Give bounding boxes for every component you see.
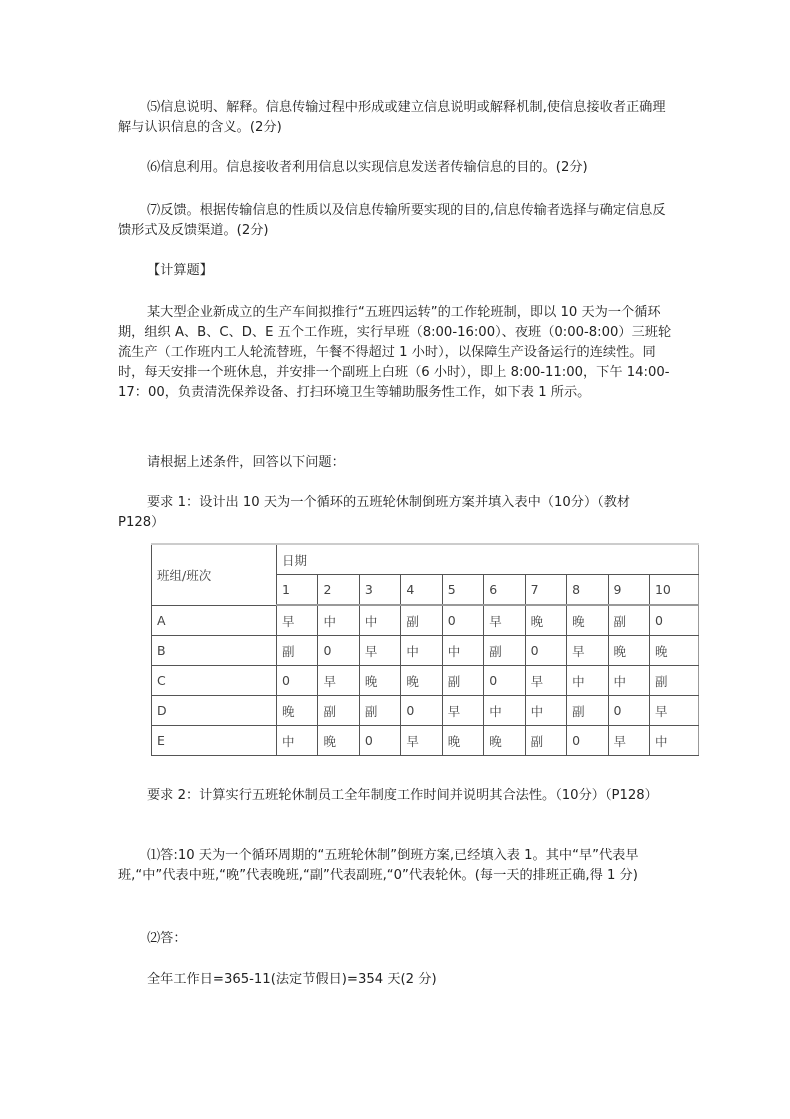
shift-cell: 晚 <box>318 726 359 756</box>
shift-cell: 中 <box>608 666 649 696</box>
shift-cell: 0 <box>442 605 483 636</box>
shift-cell: 晚 <box>359 666 400 696</box>
shift-cell: 0 <box>525 636 566 666</box>
shift-cell: 0 <box>401 696 442 726</box>
paragraph-7 <box>118 201 673 241</box>
date-header: 日期 <box>277 544 699 575</box>
shift-cell: 0 <box>649 605 698 636</box>
shift-cell: 0 <box>318 636 359 666</box>
requirement-1-text: 要求 1：设计出 10 天为一个循环的五班轮休制倒班方案并填入表中（10分）（教材 P128） <box>118 495 631 530</box>
shift-cell: 中 <box>442 636 483 666</box>
day-header: 8 <box>567 575 608 606</box>
section-title <box>118 261 673 281</box>
day-header: 3 <box>359 575 400 606</box>
table-row <box>152 605 699 636</box>
shift-schedule-table <box>151 543 699 756</box>
shift-cell: 中 <box>318 605 359 636</box>
day-header: 2 <box>318 575 359 606</box>
answer-2-calc-text: 全年工作日=365-11(法定节假日)=354 天(2 分) <box>147 972 437 987</box>
corner-header: 班组/班次 <box>152 544 277 605</box>
shift-cell: 中 <box>567 666 608 696</box>
answer-1 <box>118 846 673 886</box>
shift-cell: 早 <box>484 605 525 636</box>
shift-cell: 副 <box>484 636 525 666</box>
team-label: C <box>152 666 277 696</box>
requirement-2-text: 要求 2：计算实行五班轮休制员工全年制度工作时间并说明其合法性。（10分）（P128） <box>147 788 658 803</box>
day-header: 5 <box>442 575 483 606</box>
section-title-text: 【计算题】 <box>147 263 213 278</box>
shift-cell: 中 <box>359 605 400 636</box>
shift-cell: 副 <box>442 666 483 696</box>
shift-cell: 晚 <box>608 636 649 666</box>
day-header: 1 <box>277 575 318 606</box>
shift-cell: 早 <box>525 666 566 696</box>
shift-cell: 晚 <box>484 726 525 756</box>
instruction <box>118 453 673 473</box>
shift-cell: 副 <box>277 636 318 666</box>
day-header: 4 <box>401 575 442 606</box>
answer-2-calc <box>118 970 673 990</box>
team-label: D <box>152 696 277 726</box>
shift-cell: 早 <box>401 726 442 756</box>
paragraph-6 <box>118 158 673 178</box>
shift-cell: 0 <box>359 726 400 756</box>
day-header: 9 <box>608 575 649 606</box>
shift-cell: 副 <box>525 726 566 756</box>
shift-cell: 晚 <box>525 605 566 636</box>
shift-cell: 中 <box>277 726 318 756</box>
shift-cell: 副 <box>359 696 400 726</box>
shift-cell: 早 <box>567 636 608 666</box>
shift-cell: 副 <box>608 605 649 636</box>
paragraph-7-text: ⑺反馈。根据传输信息的性质以及信息传输所要实现的目的,信息传输者选择与确定信息反馈形式及反馈渠道。(2分) <box>118 203 666 238</box>
shift-cell: 副 <box>649 666 698 696</box>
shift-cell: 晚 <box>567 605 608 636</box>
shift-cell: 晚 <box>442 726 483 756</box>
shift-cell: 早 <box>277 605 318 636</box>
paragraph-5-text: ⑸信息说明、解释。信息传输过程中形成或建立信息说明或解释机制,使信息接收者正确理解与认识信息的含义。(2分) <box>118 100 666 135</box>
answer-2-label-text: ⑵答： <box>147 931 187 946</box>
shift-cell: 中 <box>525 696 566 726</box>
shift-cell: 中 <box>484 696 525 726</box>
shift-cell: 副 <box>567 696 608 726</box>
shift-cell: 早 <box>649 696 698 726</box>
shift-cell: 中 <box>401 636 442 666</box>
shift-cell: 早 <box>608 726 649 756</box>
shift-cell: 早 <box>318 666 359 696</box>
table-row <box>152 636 699 666</box>
shift-cell: 0 <box>608 696 649 726</box>
team-label: B <box>152 636 277 666</box>
shift-cell: 早 <box>359 636 400 666</box>
shift-cell: 晚 <box>277 696 318 726</box>
problem-text: 某大型企业新成立的生产车间拟推行“五班四运转”的工作轮班制，即以 10 天为一个循环期，组织 A、B、C、D、E 五个工作班，实行早班（8:00-16:00）、夜班（0:00-8:00）三班轮流生产（工作班内工人轮流替班，午餐不得超过 1 小时），以保障生产设备运行的连续性。同时，每天安排一个班休息，并安排一个副班上白班（6 小时），即上 8:00-11:00，下午 14:00-17：00，负责清洗保养设备、打扫环境卫生等辅助服务性工作，如下表 1 所示。 <box>118 305 672 400</box>
day-header: 10 <box>649 575 698 606</box>
team-label: E <box>152 726 277 756</box>
team-label: A <box>152 605 277 636</box>
table-row <box>152 726 699 756</box>
shift-cell: 晚 <box>649 636 698 666</box>
paragraph-6-text: ⑹信息利用。信息接收者利用信息以实现信息发送者传输信息的目的。(2分) <box>147 160 588 175</box>
instruction-text: 请根据上述条件，回答以下问题： <box>147 455 345 470</box>
day-header: 6 <box>484 575 525 606</box>
answer-1-text: ⑴答:10 天为一个循环周期的“五班轮休制”倒班方案,已经填入表 1。其中“早”代表早班,“中”代表中班,“晚”代表晚班,“副”代表副班,“0”代表轮休。(每一天的排班正确,得 1 分) <box>118 848 639 883</box>
requirement-1 <box>118 493 673 533</box>
shift-cell: 早 <box>442 696 483 726</box>
requirement-2 <box>118 786 673 806</box>
shift-cell: 0 <box>277 666 318 696</box>
shift-cell: 副 <box>318 696 359 726</box>
problem-statement <box>118 303 673 403</box>
table-row <box>152 666 699 696</box>
shift-cell: 晚 <box>401 666 442 696</box>
answer-2-label <box>118 929 673 949</box>
table-header-row <box>152 544 699 575</box>
shift-cell: 副 <box>401 605 442 636</box>
shift-cell: 0 <box>567 726 608 756</box>
paragraph-5 <box>118 98 673 138</box>
shift-cell: 0 <box>484 666 525 696</box>
shift-cell: 中 <box>649 726 698 756</box>
day-header: 7 <box>525 575 566 606</box>
table-row <box>152 696 699 726</box>
